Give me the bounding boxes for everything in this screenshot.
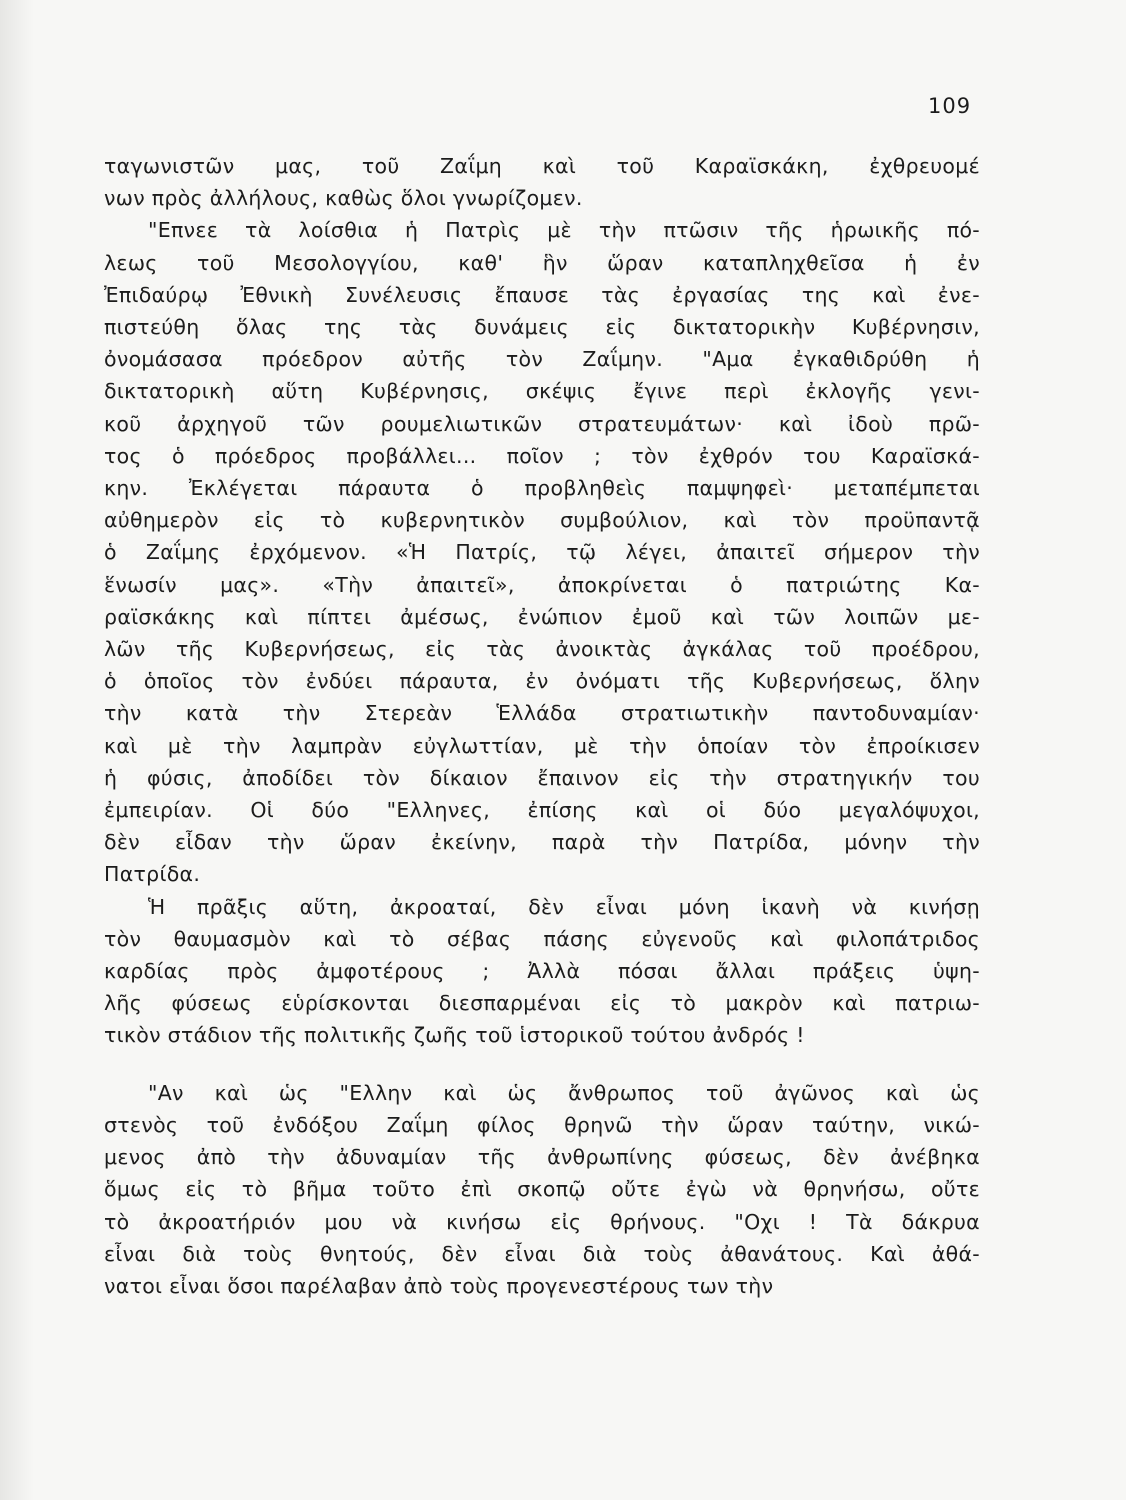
paragraph — [104, 891, 980, 1052]
text-line: ταγωνιστῶν μας, τοῦ Ζαΐμη καὶ τοῦ Καραϊσκάκη, ἐχθρευομέ — [104, 154, 980, 178]
text-line: Πατρίδα. — [104, 862, 201, 887]
text-line: ἕνωσίν μας». «Τὴν ἀπαιτεῖ», ἀποκρίνεται ὁ πατριώτης Κα- — [104, 572, 980, 597]
text-line: ὁ Ζαΐμης ἐρχόμενον. «Ἡ Πατρίς, τῷ λέγει, ἀπαιτεῖ σήμερον τὴν — [104, 540, 980, 565]
text-line: νων πρὸς ἀλλήλους, καθὼς ὅλοι γνωρίζομεν. — [104, 186, 583, 211]
text-line: δὲν εἶδαν τὴν ὥραν ἐκείνην, παρὰ τὴν Πατρίδα, μόνην τὴν — [104, 830, 980, 855]
paragraph — [104, 150, 980, 214]
text-line: κοῦ ἀρχηγοῦ τῶν ρουμελιωτικῶν στρατευμάτων· καὶ ἰδοὺ πρῶ- — [104, 411, 980, 436]
spine-shadow — [0, 0, 34, 1500]
paragraph — [104, 1077, 980, 1302]
text-line: πιστεύθη ὅλας της τὰς δυνάμεις εἰς δικτατορικὴν Κυβέρνησιν, — [104, 315, 980, 340]
text-line: καρδίας πρὸς ἀμφοτέρους ; Ἀλλὰ πόσαι ἄλλαι πράξεις ὑψη- — [104, 959, 980, 984]
paragraph-gap — [104, 1052, 980, 1077]
page-number: 109 — [928, 94, 972, 118]
text-line: λῶν τῆς Κυβερνήσεως, εἰς τὰς ἀνοικτὰς ἀγκάλας τοῦ προέδρου, — [104, 637, 980, 662]
text-line: ἐμπειρίαν. Οἱ δύο "Ελληνες, ἐπίσης καὶ οἱ δύο μεγαλόψυχοι, — [104, 798, 980, 823]
text-line: "Αν καὶ ὡς "Ελλην καὶ ὡς ἄνθρωπος τοῦ ἀγῶνος καὶ ὡς — [148, 1080, 980, 1105]
text-line: ὅμως εἰς τὸ βῆμα τοῦτο ἐπὶ σκοπῷ οὔτε ἐγὼ νὰ θρηνήσω, οὔτε — [104, 1177, 980, 1202]
text-line: τικὸν στάδιον τῆς πολιτικῆς ζωῆς τοῦ ἱστορικοῦ τούτου ἀνδρός ! — [104, 1023, 805, 1048]
text-line: νατοι εἶναι ὅσοι παρέλαβαν ἀπὸ τοὺς προγενεστέρους των τὴν — [104, 1273, 774, 1298]
text-line: Ἐπιδαύρῳ Ἐθνικὴ Συνέλευσις ἔπαυσε τὰς ἐργασίας της καὶ ἐνε- — [104, 282, 980, 307]
body-text — [104, 150, 980, 1302]
text-line: μενος ἀπὸ τὴν ἀδυναμίαν τῆς ἀνθρωπίνης φύσεως, δὲν ἀνέβηκα — [104, 1145, 980, 1170]
text-line: τος ὁ πρόεδρος προβάλλει... ποῖον ; τὸν ἐχθρόν του Καραϊσκά- — [104, 443, 980, 468]
text-line: δικτατορικὴ αὕτη Κυβέρνησις, σκέψις ἔγινε περὶ ἐκλογῆς γενι- — [104, 379, 980, 404]
text-line: λεως τοῦ Μεσολογγίου, καθ' ἣν ὥραν καταπληχθεῖσα ἡ ἐν — [104, 250, 980, 275]
text-line: ὀνομάσασα πρόεδρον αὐτῆς τὸν Ζαΐμην. "Αμα ἐγκαθιδρύθη ἡ — [104, 347, 980, 372]
text-line: στενὸς τοῦ ἐνδόξου Ζαΐμη φίλος θρηνῶ τὴν ὥραν ταύτην, νικώ- — [104, 1112, 980, 1137]
text-line: ραϊσκάκης καὶ πίπτει ἀμέσως, ἐνώπιον ἐμοῦ καὶ τῶν λοιπῶν με- — [104, 604, 980, 629]
text-line: τὴν κατὰ τὴν Στερεὰν Ἑλλάδα στρατιωτικὴν παντοδυναμίαν· — [104, 701, 980, 726]
text-line: καὶ μὲ τὴν λαμπρὰν εὐγλωττίαν, μὲ τὴν ὁποίαν τὸν ἐπροίκισεν — [104, 733, 980, 758]
text-line: κην. Ἐκλέγεται πάραυτα ὁ προβληθεὶς παμψηφεὶ· μεταπέμπεται — [104, 476, 980, 501]
text-line: λῆς φύσεως εὑρίσκονται διεσπαρμέναι εἰς τὸ μακρὸν καὶ πατριω- — [104, 991, 980, 1016]
paragraph — [104, 214, 980, 890]
text-line: τὸ ἀκροατήριόν μου νὰ κινήσω εἰς θρήνους. "Οχι ! Τὰ δάκρυα — [104, 1209, 980, 1234]
text-line: ἡ φύσις, ἀποδίδει τὸν δίκαιον ἔπαινον εἰς τὴν στρατηγικήν του — [104, 765, 980, 790]
text-line: "Επνεε τὰ λοίσθια ἡ Πατρὶς μὲ τὴν πτῶσιν τῆς ἡρωικῆς πό- — [148, 218, 980, 243]
text-line: ὁ ὁποῖος τὸν ἐνδύει πάραυτα, ἐν ὀνόματι τῆς Κυβερνήσεως, ὅλην — [104, 669, 980, 694]
text-line: αὐθημερὸν εἰς τὸ κυβερνητικὸν συμβούλιον, καὶ τὸν προϋπαντᾷ — [104, 508, 980, 533]
text-line: εἶναι διὰ τοὺς θνητούς, δὲν εἶναι διὰ τοὺς ἀθανάτους. Καὶ ἀθά- — [104, 1241, 980, 1266]
text-line: τὸν θαυμασμὸν καὶ τὸ σέβας πάσης εὐγενοῦς καὶ φιλοπάτριδος — [104, 926, 980, 951]
text-line: Ἡ πρᾶξις αὕτη, ἀκροαταί, δὲν εἶναι μόνη ἱκανὴ νὰ κινήσῃ — [148, 894, 980, 919]
